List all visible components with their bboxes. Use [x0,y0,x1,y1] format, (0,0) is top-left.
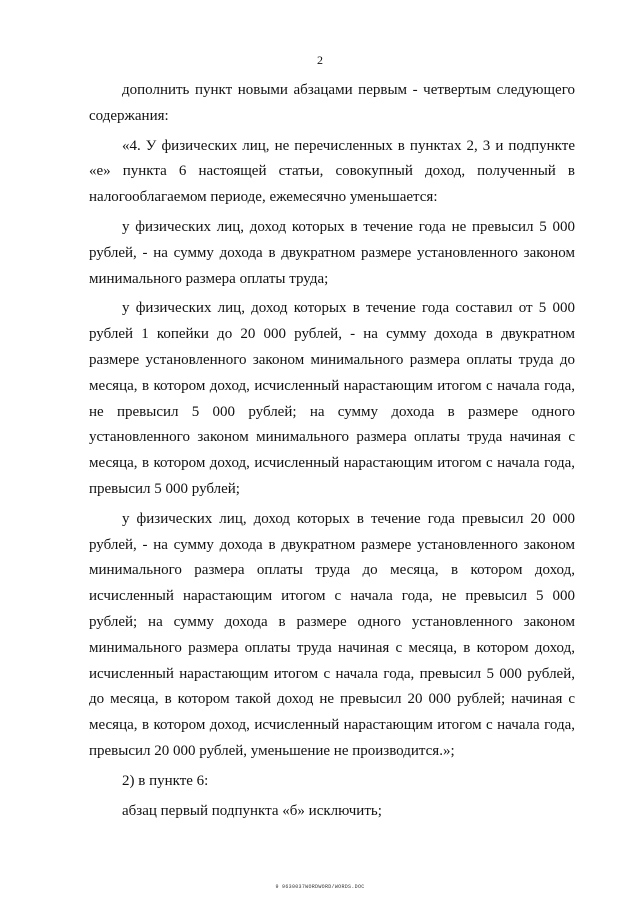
paragraph-exclude-subpoint-b: абзац первый подпункта «б» исключить; [122,802,382,819]
document-body [89,78,575,824]
page-number: 2 [317,53,323,67]
paragraph-point-6: 2) в пункте 6: [122,772,209,789]
paragraph-income-5000-20000: у физических лиц, доход которых в течение года составил от 5 000 рублей 1 копейки до 20 000 рублей, - на сумму дохода в двукратном размере установленного законом минимального размера оплаты труда до месяца, в котором доход, исчисленный нарастающим итогом с начала года, не превысил 5 000 рублей; на сумму дохода в размере одного установленного законом минимального размера оплаты труда начиная с месяца, в котором доход, исчисленный нарастающим итогом с начала года, превысил 5 000 рублей; [89,300,575,497]
paragraph-income-over-20000: у физических лиц, доход которых в течение года превысил 20 000 рублей, - на сумму дохода в двукратном размере установленного законом минимального размера оплаты труда до месяца, в котором доход, исчисленный нарастающим итогом с начала года, не превысил 5 000 рублей; на сумму дохода в размере одного установленного законом минимального размера оплаты труда начиная с месяца, в котором доход, исчисленный нарастающим итогом с начала года, превысил 5 000 рублей, до месяца, в котором такой доход не превысил 20 000 рублей; начиная с месяца, в котором доход, исчисленный нарастающим итогом с начала года, превысил 20 000 рублей, уменьшение не производится.»; [89,510,575,759]
paragraph-income-under-5000: у физических лиц, доход которых в течение года не превысил 5 000 рублей, - на сумму дохода в двукратном размере установленного законом минимального размера оплаты труда; [89,218,575,287]
footer-file-code: 9 9630037WORDWORD/WORDS.DOC [275,884,365,890]
paragraph-point-4: «4. У физических лиц, не перечисленных в пунктах 2, 3 и подпункте «е» пункта 6 настоящей статьи, совокупный доход, полученный в налогооблагаемом периоде, ежемесячно уменьшается: [89,137,575,206]
paragraph-intro: дополнить пункт новыми абзацами первым - четвертым следующего содержания: [89,82,575,124]
